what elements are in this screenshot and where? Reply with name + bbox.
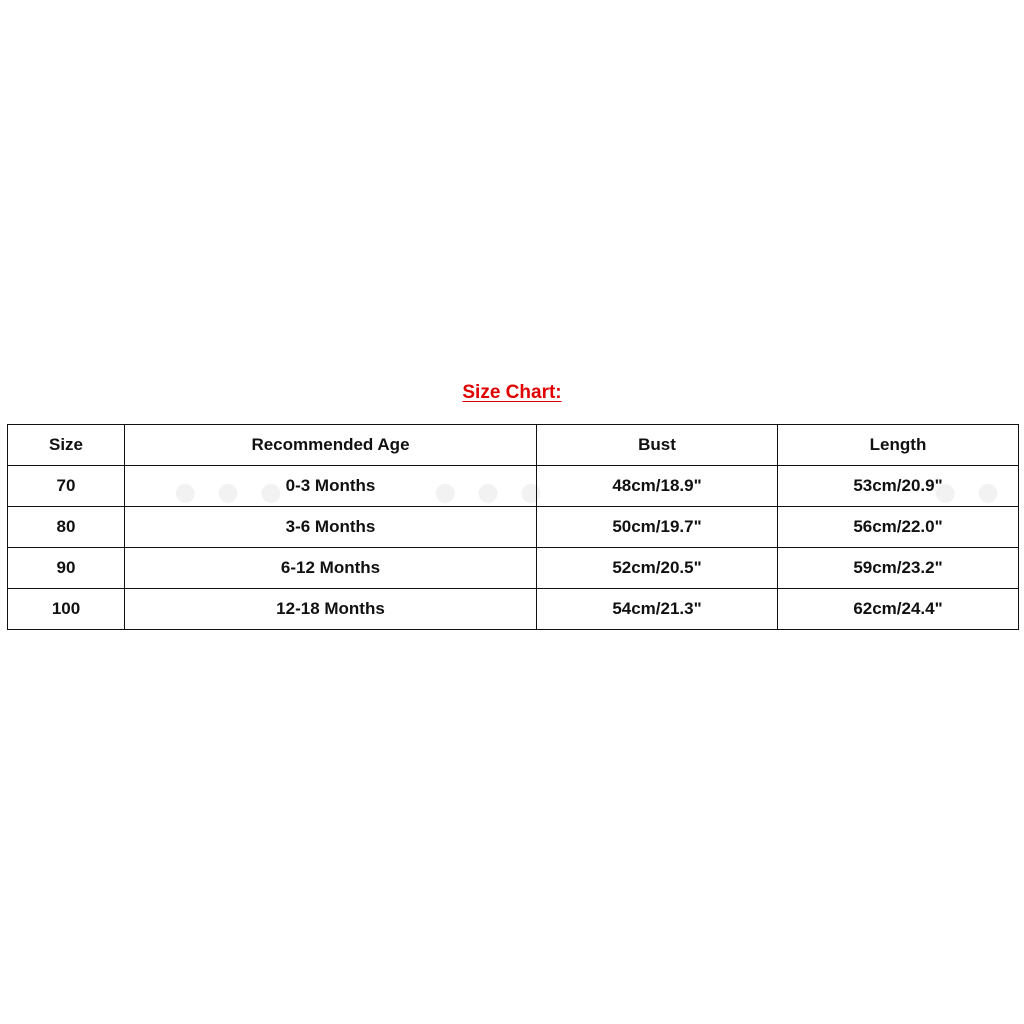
cell-age: 12-18 Months: [125, 589, 537, 630]
cell-length: 56cm/22.0": [778, 507, 1019, 548]
cell-size: 100: [8, 589, 125, 630]
cell-length: 62cm/24.4": [778, 589, 1019, 630]
cell-length: 59cm/23.2": [778, 548, 1019, 589]
watermark-decoration: ● ● ●: [170, 471, 285, 520]
cell-size: 80: [8, 507, 125, 548]
cell-bust: 52cm/20.5": [537, 548, 778, 589]
header-length: Length: [778, 425, 1019, 466]
header-size: Size: [8, 425, 125, 466]
cell-bust: 54cm/21.3": [537, 589, 778, 630]
cell-bust: 48cm/18.9": [537, 466, 778, 507]
cell-size: 90: [8, 548, 125, 589]
cell-length: 53cm/20.9": [778, 466, 1019, 507]
cell-bust: 50cm/19.7": [537, 507, 778, 548]
table-row: [8, 548, 1019, 589]
table-header-row: [8, 425, 1019, 466]
table-row: [8, 589, 1019, 630]
table-row: [8, 507, 1019, 548]
size-chart-table: [7, 424, 1019, 630]
size-chart-title: Size Chart:: [462, 382, 562, 403]
cell-size: 70: [8, 466, 125, 507]
cell-age: 3-6 Months: [125, 507, 537, 548]
cell-age: 6-12 Months: [125, 548, 537, 589]
table-row: [8, 466, 1019, 507]
watermark-decoration: ● ● ●: [430, 471, 545, 520]
watermark-decoration: ● ●: [930, 471, 1002, 520]
header-bust: Bust: [537, 425, 778, 466]
cell-age: 0-3 Months: [125, 466, 537, 507]
header-recommended-age: Recommended Age: [125, 425, 537, 466]
